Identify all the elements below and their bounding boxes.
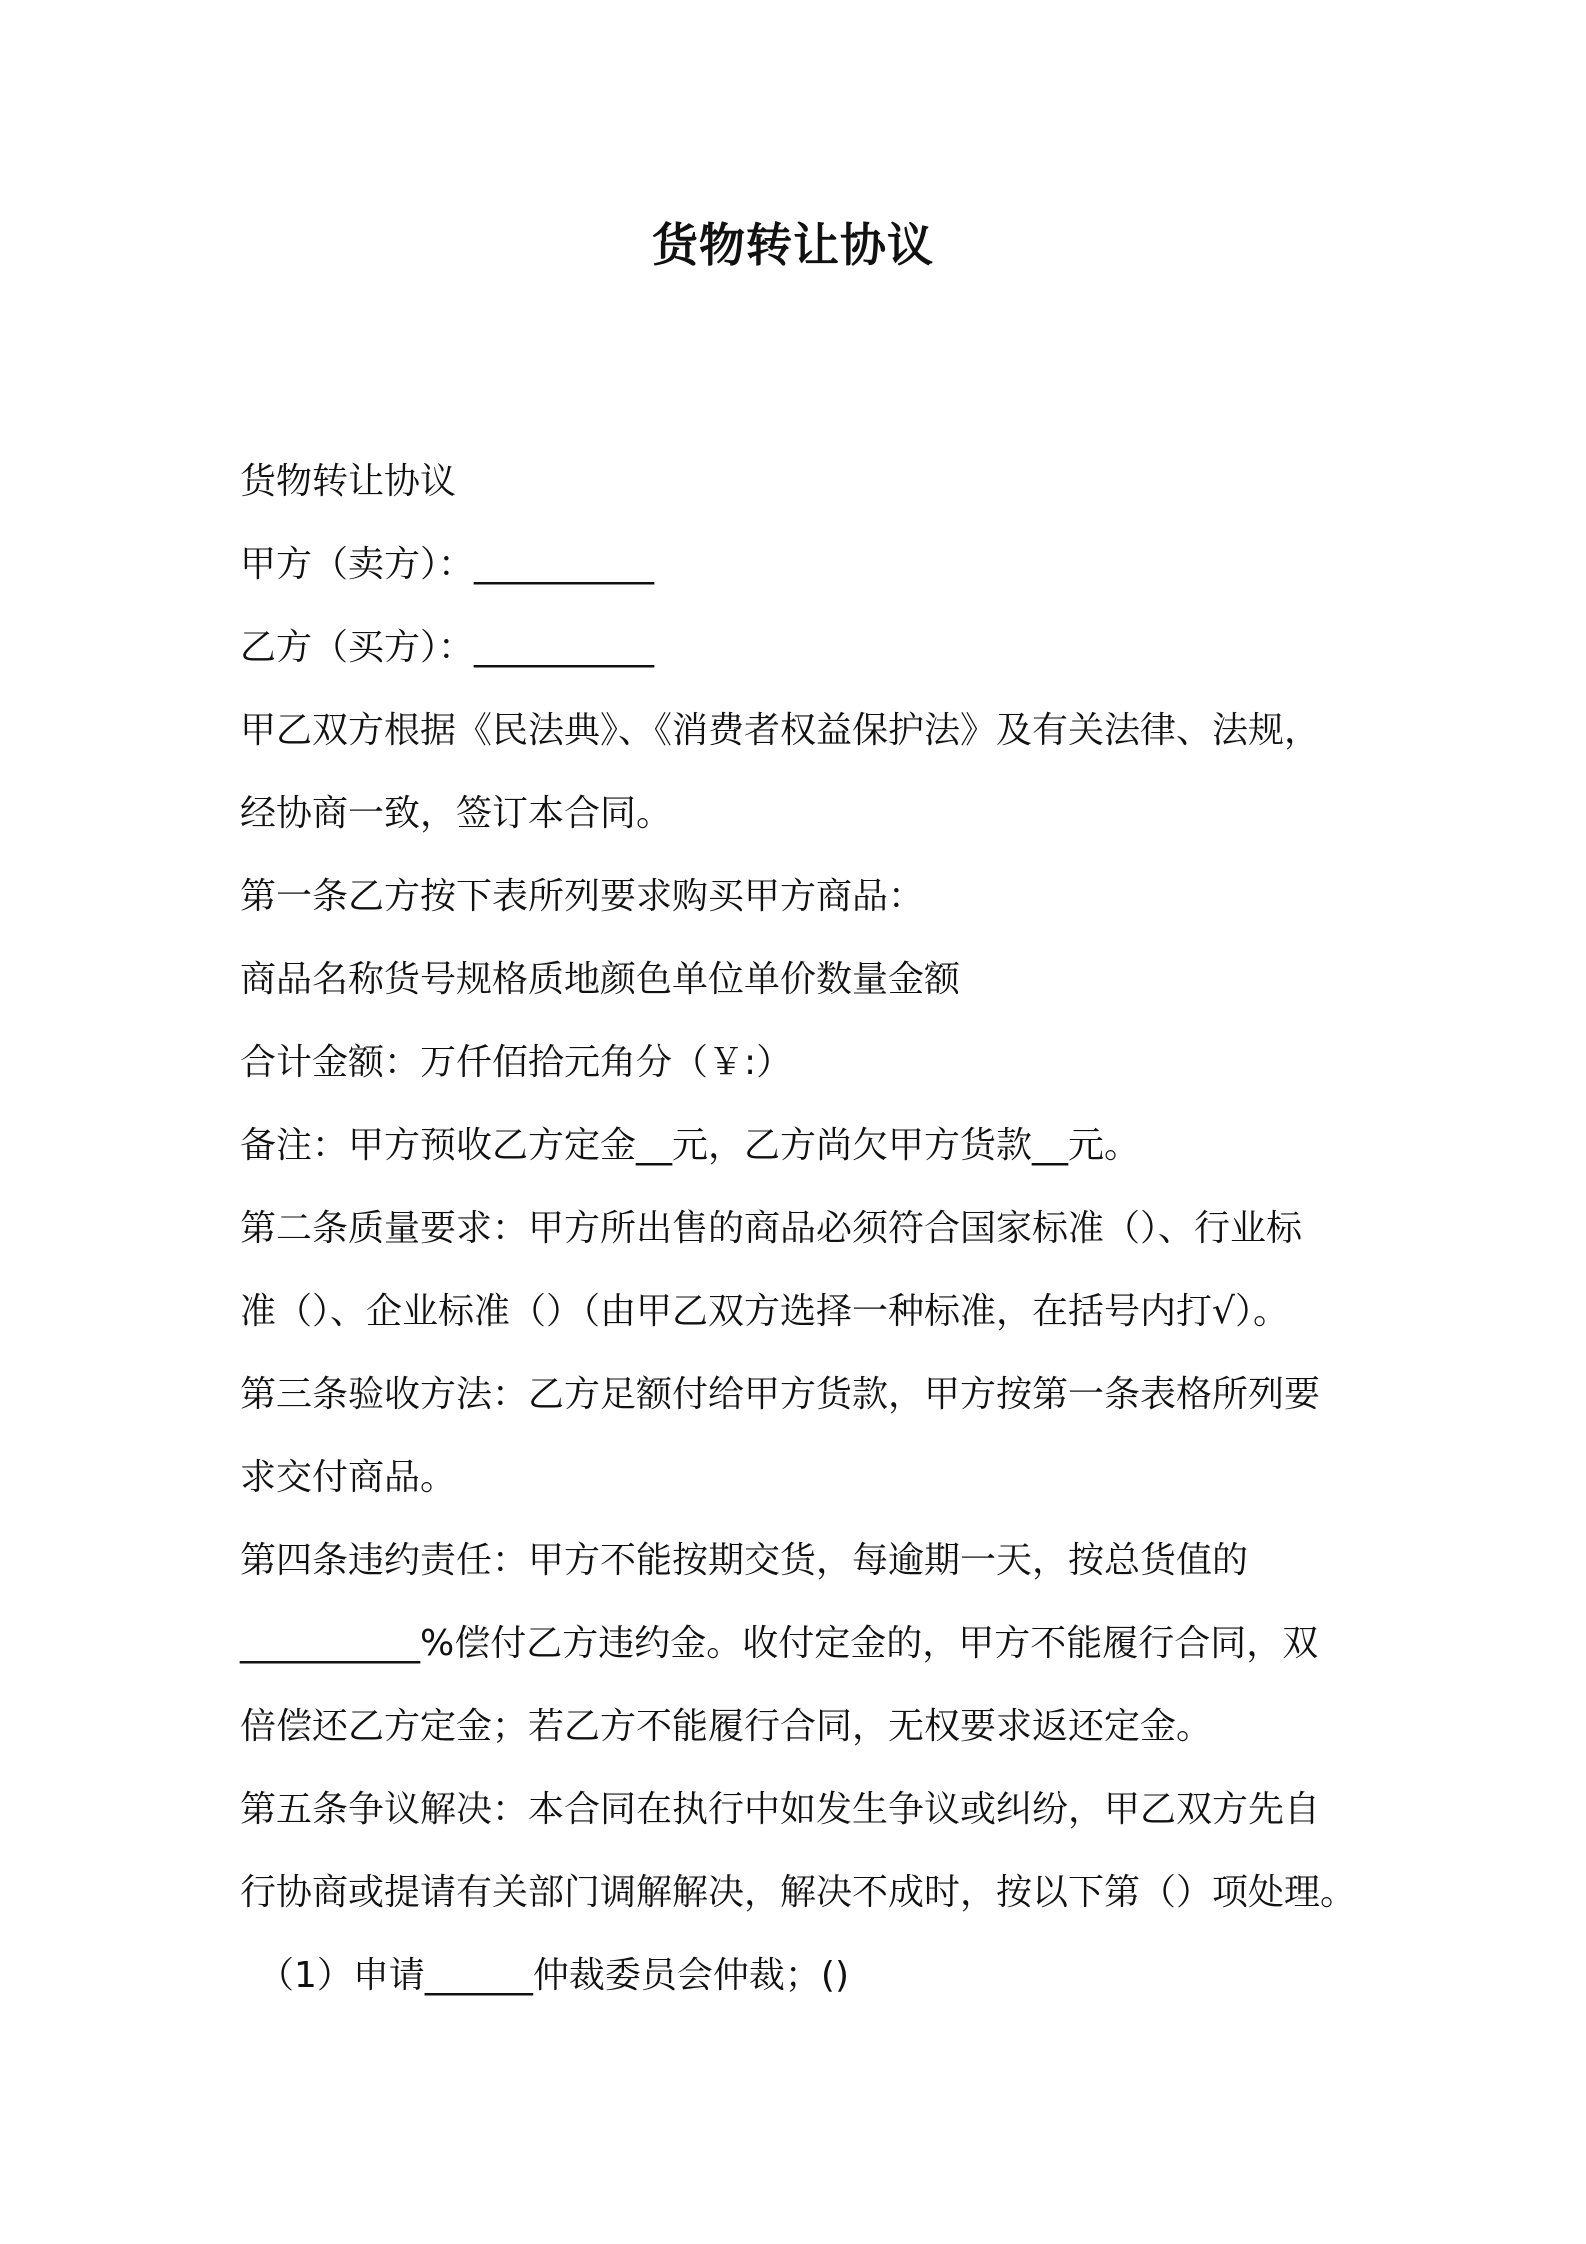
body-line-heading: 货物转让协议 bbox=[240, 461, 457, 502]
preamble-line-1: 甲乙双方根据《民法典》、《消费者权益保护法》及有关法律、法规， bbox=[240, 710, 1321, 751]
article-5-line-1: 第五条争议解决：本合同在执行中如发生争议或纠纷，甲乙双方先自 bbox=[240, 1789, 1321, 1830]
article-2-line-2: 准（）、企业标准（）（由甲乙双方选择一种标准，在括号内打√）。 bbox=[240, 1291, 1289, 1332]
article-5-line-2: 行协商或提请有关部门调解解决，解决不成时，按以下第（）项处理。 bbox=[240, 1872, 1357, 1913]
article-3-line-1: 第三条验收方法：乙方足额付给甲方货款，甲方按第一条表格所列要 bbox=[240, 1374, 1321, 1415]
party-b-line: 乙方（买方）：__________ bbox=[240, 627, 655, 668]
party-a-line: 甲方（卖方）：__________ bbox=[240, 544, 655, 585]
article-5-option-1-line: （1）申请______仲裁委员会仲裁；() bbox=[258, 1955, 849, 1996]
goods-table-header-line: 商品名称货号规格质地颜色单位单价数量金额 bbox=[240, 959, 961, 1000]
article-1-line: 第一条乙方按下表所列要求购买甲方商品： bbox=[240, 876, 925, 917]
article-4-line-3: 倍偿还乙方定金；若乙方不能履行合同，无权要求返还定金。 bbox=[240, 1706, 1213, 1747]
remark-line: 备注：甲方预收乙方定金__元，乙方尚欠甲方货款__元。 bbox=[240, 1125, 1141, 1166]
document-body bbox=[240, 440, 1360, 2017]
document-title: 货物转让协议 bbox=[652, 218, 934, 272]
article-3-line-2: 求交付商品。 bbox=[240, 1457, 457, 1498]
preamble-line-2: 经协商一致，签订本合同。 bbox=[240, 793, 673, 834]
article-4-line-1: 第四条违约责任：甲方不能按期交货，每逾期一天，按总货值的 bbox=[240, 1540, 1249, 1581]
article-4-line-2: __________%偿付乙方违约金。收付定金的，甲方不能履行合同，双 bbox=[240, 1623, 1319, 1664]
article-2-line-1: 第二条质量要求：甲方所出售的商品必须符合国家标准（）、行业标 bbox=[240, 1208, 1303, 1249]
total-amount-line: 合计金额：万仟佰拾元角分（￥:） bbox=[240, 1042, 793, 1083]
